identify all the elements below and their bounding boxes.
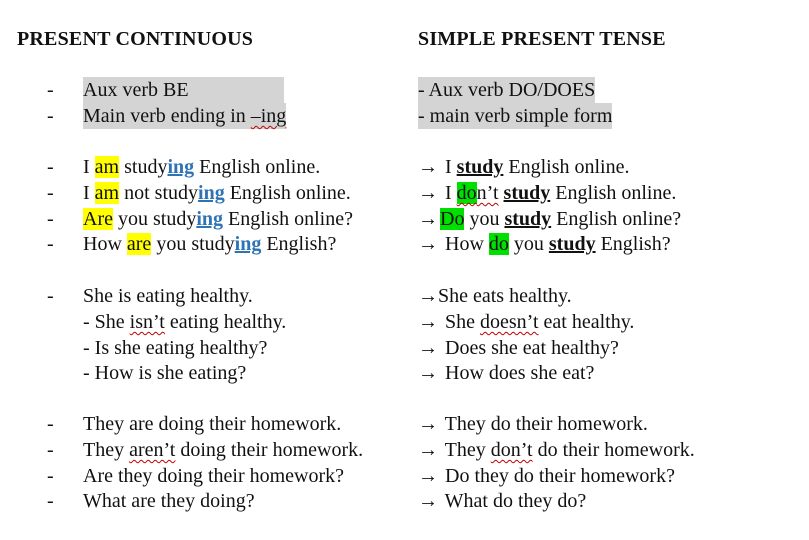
simple-present-heading: SIMPLE PRESENT TENSE [418, 28, 666, 50]
arrow-icon: → [418, 439, 438, 461]
arrow-icon: → [418, 182, 438, 204]
arrow-icon: → [418, 233, 438, 255]
arrow-icon: → [418, 490, 438, 512]
arrow-icon: → [418, 285, 438, 307]
arrow-icon: → [418, 208, 438, 230]
arrow-icon: → [418, 311, 438, 333]
arrow-icon: → [418, 362, 438, 384]
arrow-icon: → [418, 413, 438, 435]
rule-aux-be: - Aux verb BE [0, 77, 410, 103]
rule-main-verb-ing: - Main verb ending in –ing [47, 105, 287, 127]
arrow-icon: → [418, 156, 438, 178]
present-continuous-heading: PRESENT CONTINUOUS [17, 28, 254, 50]
arrow-icon: → [418, 465, 438, 487]
arrow-icon: → [418, 337, 438, 359]
